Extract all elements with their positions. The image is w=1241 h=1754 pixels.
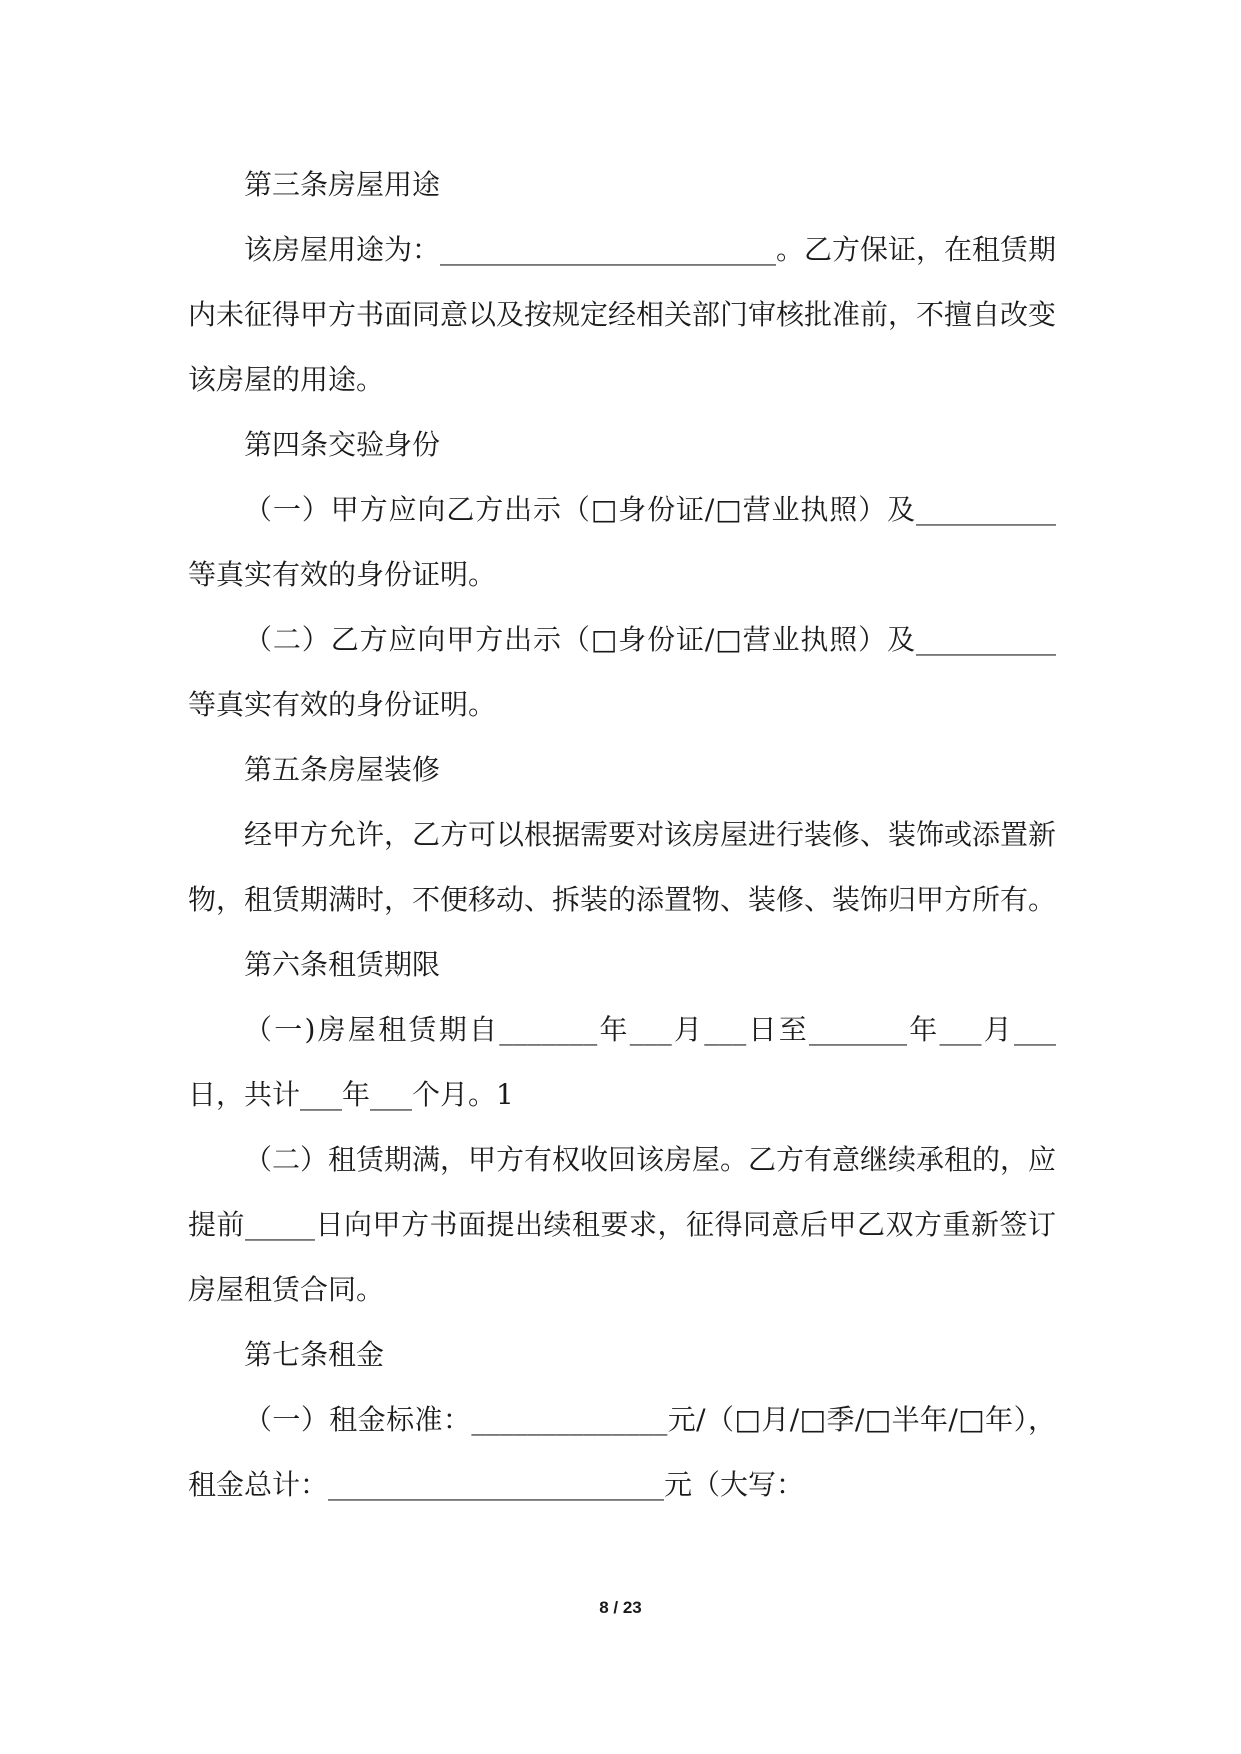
section-heading-7: 第七条租金	[244, 1338, 385, 1371]
document-body	[188, 152, 1056, 1517]
paragraph-tenant-id: （二）乙方应向甲方出示（□身份证/□营业执照）及__________等真实有效的身份证明。	[188, 623, 1056, 721]
section-heading-5: 第五条房屋装修	[244, 753, 441, 786]
section-heading-4: 第四条交验身份	[244, 428, 441, 461]
paragraph-rent-standard: （一）租金标准：______________元/（□月/□季/□半年/□年），租金总计：________________________元（大写：	[188, 1403, 1056, 1501]
paragraph-lease-term: （一)房屋租赁期自_______年___月___日至_______年___月___日，共计___年___个月。1	[188, 1013, 1056, 1111]
paragraph-landlord-id: （一）甲方应向乙方出示（□身份证/□营业执照）及__________等真实有效的身份证明。	[188, 493, 1056, 591]
paragraph-decoration: 经甲方允许，乙方可以根据需要对该房屋进行装修、装饰或添置新物，租赁期满时，不便移动、拆装的添置物、装修、装饰归甲方所有。	[188, 818, 1057, 916]
section-heading-6: 第六条租赁期限	[244, 948, 441, 981]
paragraph-house-use: 该房屋用途为：________________________。乙方保证，在租赁期内未征得甲方书面同意以及按规定经相关部门审核批准前，不擅自改变该房屋的用途。	[188, 233, 1057, 396]
section-heading-3: 第三条房屋用途	[244, 168, 441, 201]
paragraph-lease-renewal: （二）租赁期满，甲方有权收回该房屋。乙方有意继续承租的，应提前_____日向甲方书面提出续租要求，征得同意后甲乙双方重新签订房屋租赁合同。	[188, 1143, 1057, 1306]
page-number: 8 / 23	[599, 1598, 642, 1617]
